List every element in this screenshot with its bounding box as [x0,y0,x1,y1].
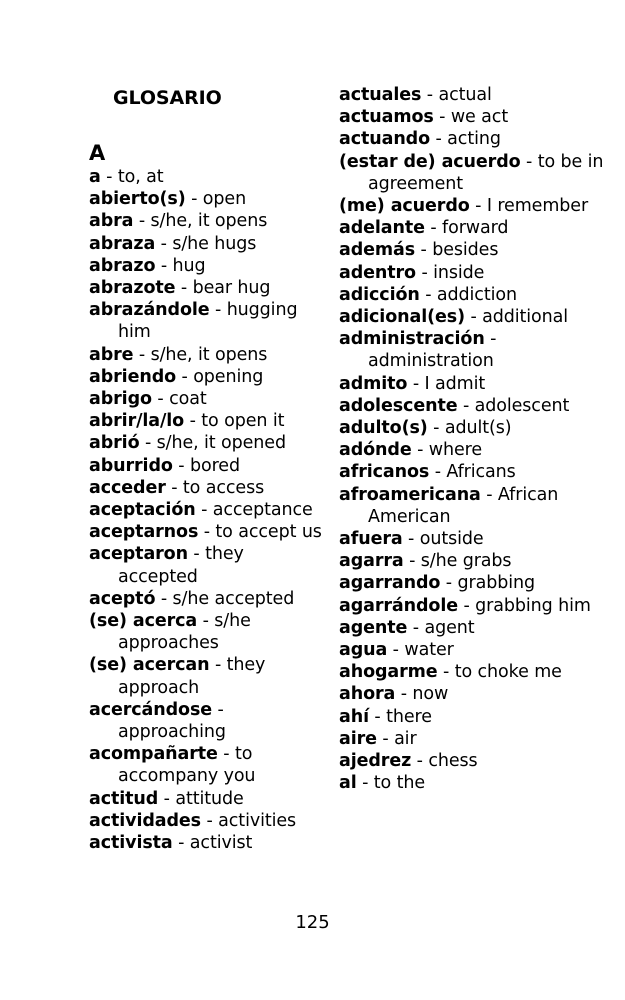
glossary-entry [339,195,609,217]
glossary-entry [339,528,609,550]
entry-definition: water [404,640,454,661]
entry-headword: aceptaron [89,544,188,565]
entry-definition: s/he hugs [172,233,257,254]
entry-headword: adolescente [339,395,458,416]
glossary-entry [339,373,609,395]
glossary-entry [89,366,329,388]
entry-headword: adicional(es) [339,307,465,328]
entry-separator: - [407,617,425,638]
entry-separator: - [212,699,224,720]
entry-headword: afuera [339,529,403,550]
entry-separator: - [415,240,433,261]
glossary-entry [89,543,329,587]
glossary-entry [89,233,329,255]
entry-definition: attitude [175,788,244,809]
entry-definition: I admit [424,373,486,394]
glossary-entry [89,810,329,832]
entry-separator: - [198,522,216,543]
entry-definition: to choke me [454,662,562,683]
entry-definition: chess [428,751,478,772]
entry-definition: to access [182,477,265,498]
entry-headword: acceder [89,477,166,498]
glossary-entry [339,728,609,750]
entry-headword: abrazo [89,255,156,276]
glossary-entry [339,595,609,617]
glossary-entry [339,461,609,483]
entry-headword: (estar de) acuerdo [339,151,521,172]
glossary-entry [339,417,609,439]
entry-separator: - [424,218,443,239]
entry-definition: agent [424,617,475,638]
entry-separator: - [209,300,227,321]
entry-definition: where [428,440,483,461]
left-entry-list [89,166,329,854]
glossary-entry [89,499,329,521]
entry-headword: agarra [339,551,404,572]
entry-headword: (se) acercan [89,655,210,676]
entry-headword: adelante [339,218,425,239]
entry-definition: acceptance [212,500,313,521]
entry-definition: open [202,189,247,210]
entry-separator: - [411,440,429,461]
entry-headword: abrigo [89,389,152,410]
entry-headword: activista [89,833,173,854]
entry-definition: hug [172,255,206,276]
entry-separator: - [172,833,190,854]
entry-headword: ahora [339,684,396,705]
entry-definition: actual [438,85,492,105]
entry-headword: abra [89,211,134,232]
entry-definition: activities [218,810,297,831]
glossary-entry [339,439,609,461]
entry-separator: - [411,751,429,772]
entry-definition: to the [373,773,426,794]
page-title: GLOSARIO [113,87,222,109]
entry-definition: to accompany you [118,744,256,787]
entry-headword: actuamos [339,107,434,128]
entry-definition: acting [447,129,501,150]
entry-separator: - [415,262,434,283]
entry-separator: - [437,662,455,683]
entry-headword: abrazándole [89,300,210,321]
entry-headword: aceptación [89,500,196,521]
entry-separator: - [155,233,173,254]
entry-definition: besides [432,240,499,261]
entry-definition: there [386,706,432,727]
entry-definition: approaching [118,722,226,743]
glossary-entry [339,217,609,239]
entry-separator: - [427,418,445,439]
entry-definition: administration [368,351,494,372]
entry-separator: - [458,595,476,616]
entry-definition: Africans [446,462,516,483]
glossary-entry [339,572,609,594]
entry-headword: acercándose [89,699,213,720]
entry-definition: coat [169,389,207,410]
entry-definition: grabbing him [475,595,591,616]
glossary-entry [89,210,329,232]
entry-definition: activist [189,833,253,854]
entry-headword: acompañarte [89,744,218,765]
glossary-entry [89,610,329,654]
entry-separator: - [464,307,483,328]
entry-separator: - [155,588,173,609]
entry-definition: to be in agreement [368,151,604,194]
entry-headword: abre [89,344,134,365]
glossary-entry [89,832,329,854]
entry-separator: - [172,455,190,476]
entry-separator: - [480,484,498,505]
entry-headword: agarrándole [339,595,458,616]
entry-separator: - [176,366,194,387]
entry-separator: - [457,395,475,416]
entry-headword: aceptó [89,588,156,609]
entry-headword: actuando [339,129,431,150]
page-number: 125 [295,912,330,933]
glossary-entry [89,743,329,787]
glossary-entry [339,128,609,150]
entry-headword: adentro [339,262,416,283]
entry-headword: adónde [339,440,412,461]
entry-definition: bear hug [192,278,271,299]
entry-separator: - [217,744,235,765]
glossary-entry [339,284,609,306]
entry-headword: admito [339,373,408,394]
entry-headword: ahogarme [339,662,438,683]
entry-headword: abraza [89,233,156,254]
glossary-entry [339,772,609,794]
entry-headword: abrir/la/lo [89,411,185,432]
entry-definition: outside [419,529,484,550]
entry-separator: - [197,611,215,632]
entry-separator: - [201,810,219,831]
glossary-entry [339,239,609,261]
glossary-entry [339,84,609,106]
glossary-entry [89,410,329,432]
entry-headword: actividades [89,810,202,831]
entry-headword: abrió [89,433,140,454]
entry-headword: actitud [89,788,159,809]
entry-definition: I remember [486,196,589,217]
entry-definition: they accepted [118,544,244,587]
glossary-entry [339,306,609,328]
entry-headword: agua [339,640,388,661]
entry-definition: hugging him [118,300,298,343]
entry-separator: - [469,196,487,217]
glossary-entry [89,788,329,810]
entry-separator: - [139,433,157,454]
glossary-entry [89,166,329,188]
entry-definition: s/he, it opens [150,211,268,232]
entry-headword: abrazote [89,278,176,299]
entry-headword: aburrido [89,455,173,476]
entry-headword: ahí [339,706,369,727]
entry-headword: aceptarnos [89,522,199,543]
entry-definition: adult(s) [444,418,512,439]
glossary-entry [339,395,609,417]
glossary-entry [339,639,609,661]
entry-separator: - [165,477,183,498]
entry-definition: inside [433,262,485,283]
entry-separator: - [407,373,425,394]
entry-definition: adolescent [474,395,570,416]
entry-separator: - [155,255,173,276]
entry-definition: additional [482,307,569,328]
glossary-entry [89,277,329,299]
entry-headword: africanos [339,462,430,483]
glossary-entry [89,432,329,454]
entry-separator: - [433,107,451,128]
entry-headword: adicción [339,284,420,305]
glossary-entry [339,151,609,195]
glossary-entry [89,477,329,499]
glossary-entry [339,328,609,372]
entry-headword: abierto(s) [89,189,186,210]
right-entry-list [339,84,609,795]
glossary-entry [339,683,609,705]
entry-headword: abriendo [89,366,177,387]
glossary-entry [89,188,329,210]
entry-separator: - [185,189,203,210]
glossary-entry [339,750,609,772]
title-spacer [89,112,329,140]
glossary-entry [339,484,609,528]
entry-separator: - [429,462,447,483]
entry-separator: - [368,706,387,727]
entry-headword: agente [339,617,408,638]
entry-separator: - [356,773,374,794]
section-letter: A [89,141,106,165]
entry-headword: afroamericana [339,484,481,505]
left-column [89,84,329,854]
entry-headword: adulto(s) [339,418,428,439]
glossary-entry [89,455,329,477]
entry-definition: to accept us [215,522,322,543]
entry-separator: - [484,329,497,350]
entry-definition: African American [368,484,559,527]
entry-separator: - [151,389,170,410]
entry-definition: bored [189,455,240,476]
entry-separator: - [175,278,193,299]
glossary-entry [89,255,329,277]
entry-headword: (me) acuerdo [339,196,470,217]
glossary-entry [89,654,329,698]
entry-definition: s/he approaches [118,611,251,654]
glossary-entry [89,344,329,366]
entry-separator: - [195,500,213,521]
glossary-entry [339,706,609,728]
entry-separator: - [520,151,538,172]
entry-definition: s/he accepted [172,588,295,609]
entry-separator: - [376,728,395,749]
entry-headword: (se) acerca [89,611,198,632]
entry-definition: now [412,684,449,705]
entry-headword: al [339,773,357,794]
glossary-entry [339,106,609,128]
entry-separator: - [187,544,206,565]
entry-separator: - [403,551,421,572]
entry-definition: addiction [436,284,517,305]
glossary-entry [89,388,329,410]
glossary-entry [339,661,609,683]
glossary-entry [339,617,609,639]
glossary-entry [89,699,329,743]
entry-separator: - [395,684,413,705]
entry-definition: to open it [201,411,285,432]
entry-separator: - [133,344,151,365]
entry-definition: to, at [117,167,164,187]
entry-definition: forward [442,218,509,239]
entry-separator: - [440,573,458,594]
entry-separator: - [430,129,448,150]
glossary-entry [89,588,329,610]
glossary-entry [89,299,329,343]
entry-separator: - [209,655,227,676]
entry-headword: agarrando [339,573,441,594]
entry-definition: air [394,728,417,749]
right-column [339,84,609,795]
glossary-entry [339,262,609,284]
entry-separator: - [421,85,439,105]
entry-separator: - [100,167,118,187]
entry-separator: - [387,640,405,661]
entry-separator: - [184,411,202,432]
entry-separator: - [402,529,420,550]
entry-definition: we act [450,107,509,128]
entry-headword: además [339,240,416,261]
entry-definition: grabbing [457,573,535,594]
entry-definition: s/he, it opens [150,344,268,365]
glossary-entry [89,521,329,543]
entry-definition: they approach [118,655,266,698]
glossary-entry [339,550,609,572]
entry-headword: aire [339,728,377,749]
entry-separator: - [158,788,176,809]
entry-separator: - [419,284,437,305]
entry-definition: s/he grabs [420,551,512,572]
entry-headword: administración [339,329,485,350]
entry-headword: actuales [339,85,422,105]
entry-definition: opening [193,366,264,387]
entry-headword: a [89,167,101,187]
entry-separator: - [133,211,151,232]
entry-definition: s/he, it opened [156,433,286,454]
entry-headword: ajedrez [339,751,412,772]
